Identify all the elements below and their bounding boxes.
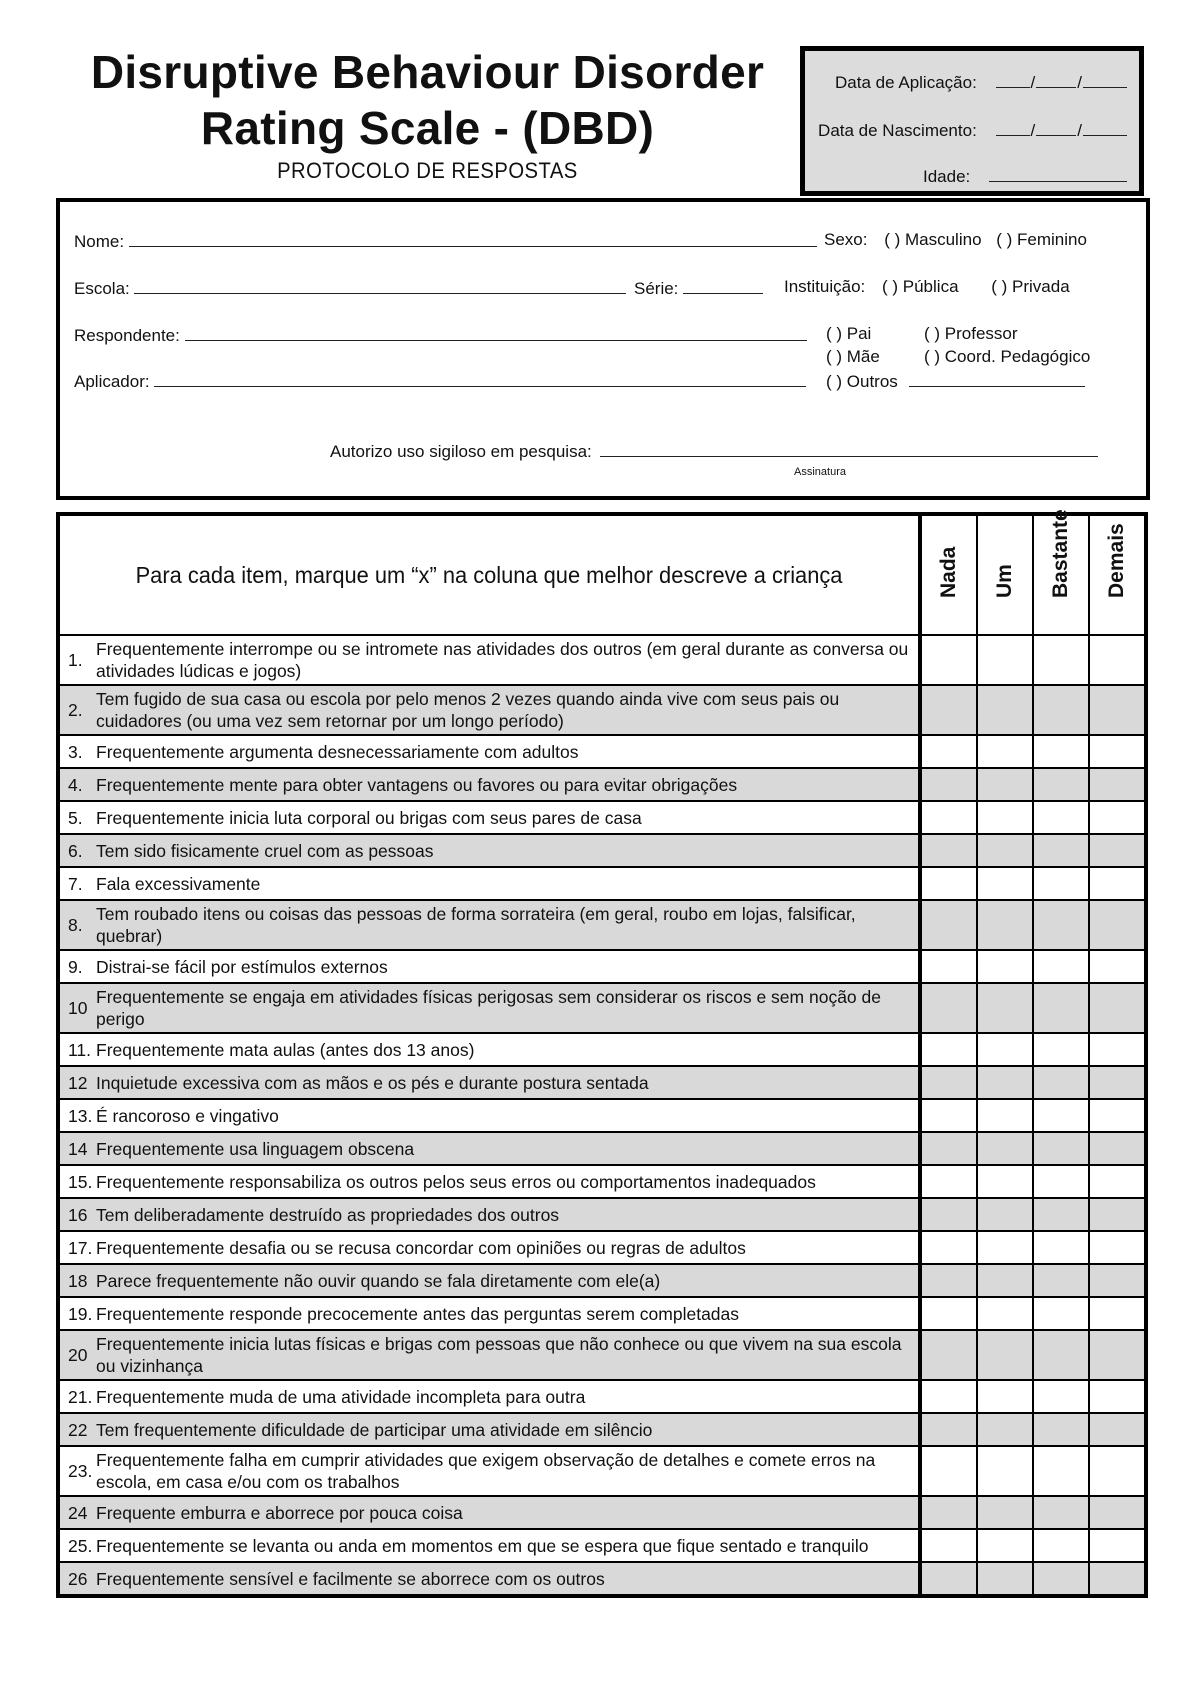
applicator-label: Aplicador: [74, 372, 150, 391]
age-field[interactable] [989, 167, 1127, 187]
rating-cell-um[interactable] [977, 1231, 1033, 1264]
item-text: Frequentemente responsabiliza os outros pelos seus erros ou comportamentos inadequados [96, 1171, 816, 1192]
rating-cell-um[interactable] [977, 801, 1033, 834]
item-cell [58, 867, 920, 900]
rating-cell-um[interactable] [977, 1165, 1033, 1198]
item-number: 15. [68, 1171, 93, 1192]
table-row [58, 867, 1146, 900]
institution-label: Instituição: [784, 277, 866, 296]
column-label-um: Um [993, 564, 1016, 598]
grade-label: Série: [634, 279, 679, 298]
item-text: Fala excessivamente [96, 873, 261, 894]
rating-cell-nada[interactable] [920, 635, 977, 685]
table-instruction: Para cada item, marque um “x” na coluna que melhor descreve a criança [135, 561, 843, 588]
item-number: 19. [68, 1303, 93, 1324]
birth-date-row [818, 121, 1127, 141]
rating-cell-nada[interactable] [920, 735, 977, 768]
rating-cell-demais[interactable] [1089, 900, 1146, 950]
column-header-bastante [1033, 509, 1089, 635]
table-row [58, 685, 1146, 735]
table-instruction-header [58, 514, 920, 635]
respondent-others-field[interactable] [909, 370, 1085, 387]
respondent-mother-option[interactable]: ( ) Mãe [826, 347, 880, 366]
rating-cell-bastante[interactable] [1033, 735, 1089, 768]
form-title-line-1: Disruptive Behaviour Disorder [90, 46, 765, 98]
rating-cell-nada[interactable] [920, 1033, 977, 1066]
rating-cell-um[interactable] [977, 735, 1033, 768]
item-cell [58, 768, 920, 801]
table-row [58, 1562, 1146, 1596]
rating-cell-nada[interactable] [920, 867, 977, 900]
item-cell [58, 950, 920, 983]
rating-cell-um[interactable] [977, 1562, 1033, 1596]
rating-cell-bastante[interactable] [1033, 1165, 1089, 1198]
table-row [58, 1496, 1146, 1529]
table-row [58, 1099, 1146, 1132]
item-text: Frequentemente se engaja em atividades físicas perigosas sem considerar os riscos e sem noção de perigo [96, 987, 881, 1029]
rating-cell-demais[interactable] [1089, 1330, 1146, 1380]
applicator-field[interactable] [154, 370, 806, 387]
respondent-teacher-option[interactable]: ( ) Professor [924, 324, 1018, 343]
item-text: Frequente emburra e aborrece por pouca coisa [96, 1502, 463, 1523]
item-text: Frequentemente usa linguagem obscena [96, 1138, 415, 1159]
table-row [58, 1297, 1146, 1330]
item-text: Tem deliberadamente destruído as propriedades dos outros [96, 1204, 560, 1225]
rating-cell-nada[interactable] [920, 685, 977, 735]
item-cell [58, 1198, 920, 1231]
item-cell [58, 1380, 920, 1413]
item-text: Frequentemente inicia lutas físicas e brigas com pessoas que não conhece ou que vivem na sua escola ou vizinhança [96, 1334, 902, 1376]
signature-field[interactable] [600, 440, 1098, 457]
table-row [58, 635, 1146, 685]
rating-cell-nada[interactable] [920, 1330, 977, 1380]
rating-cell-nada[interactable] [920, 1132, 977, 1165]
rating-cell-um[interactable] [977, 1297, 1033, 1330]
item-cell [58, 1165, 920, 1198]
rating-cell-um[interactable] [977, 768, 1033, 801]
item-cell [58, 1562, 920, 1596]
rating-cell-bastante[interactable] [1033, 900, 1089, 950]
rating-cell-nada[interactable] [920, 1496, 977, 1529]
item-number: 8. [68, 915, 83, 935]
table-row [58, 1231, 1146, 1264]
item-text: Frequentemente mente para obter vantagens ou favores ou para evitar obrigações [96, 774, 738, 795]
column-header-nada [920, 514, 977, 635]
name-field[interactable] [129, 230, 817, 247]
item-cell [58, 1231, 920, 1264]
table-row [58, 735, 1146, 768]
table-row [58, 1264, 1146, 1297]
rating-cell-um[interactable] [977, 635, 1033, 685]
item-cell [58, 983, 920, 1033]
respondent-father-option[interactable]: ( ) Pai [826, 324, 872, 343]
form-title-block [60, 44, 795, 184]
rating-cell-bastante[interactable] [1033, 1132, 1089, 1165]
rating-cell-um[interactable] [977, 950, 1033, 983]
rating-cell-bastante[interactable] [1033, 1446, 1089, 1496]
item-number: 7. [68, 873, 83, 894]
sex-male-option[interactable]: ( ) Masculino [884, 230, 982, 249]
rating-cell-bastante[interactable] [1033, 1033, 1089, 1066]
school-field[interactable] [134, 277, 626, 294]
item-number: 18 [68, 1270, 88, 1291]
rating-cell-nada[interactable] [920, 1264, 977, 1297]
rating-cell-nada[interactable] [920, 1380, 977, 1413]
rating-cell-bastante[interactable] [1033, 1496, 1089, 1529]
grade-field[interactable] [683, 277, 763, 294]
item-number: 16 [68, 1204, 88, 1225]
table-row [58, 950, 1146, 983]
item-number: 17. [68, 1237, 93, 1258]
rating-cell-demais[interactable] [1089, 834, 1146, 867]
rating-cell-um[interactable] [977, 834, 1033, 867]
item-number: 26 [68, 1568, 88, 1589]
item-cell [58, 1132, 920, 1165]
table-row [58, 768, 1146, 801]
name-label: Nome: [74, 232, 125, 251]
rating-cell-demais[interactable] [1089, 1446, 1146, 1496]
rating-cell-bastante[interactable] [1033, 1529, 1089, 1562]
item-number: 10 [68, 998, 88, 1018]
item-number: 11. [68, 1039, 92, 1060]
column-header-um [977, 514, 1033, 635]
age-row [923, 167, 1127, 187]
rating-cell-um[interactable] [977, 1198, 1033, 1231]
item-number: 22 [68, 1419, 88, 1440]
rating-cell-nada[interactable] [920, 1099, 977, 1132]
table-row [58, 801, 1146, 834]
form-subtitle: PROTOCOLO DE RESPOSTAS [277, 158, 578, 183]
item-text: Tem frequentemente dificuldade de participar uma atividade em silêncio [96, 1419, 653, 1440]
column-header-demais [1089, 514, 1146, 635]
item-number: 3. [68, 741, 83, 762]
rating-cell-demais[interactable] [1089, 1562, 1146, 1596]
application-date-field[interactable]: / / [996, 73, 1127, 93]
rating-cell-demais[interactable] [1089, 950, 1146, 983]
date-box [800, 46, 1144, 196]
item-cell [58, 1099, 920, 1132]
rating-cell-bastante[interactable] [1033, 1297, 1089, 1330]
respondent-others-option[interactable]: ( ) Outros [826, 372, 898, 391]
column-label-demais: Demais [1105, 523, 1128, 598]
item-text: Distrai-se fácil por estímulos externos [96, 956, 388, 977]
item-text: Frequentemente se levanta ou anda em momentos em que se espera que fique sentado e tranquilo [96, 1535, 869, 1556]
item-number: 5. [68, 807, 83, 828]
rating-cell-demais[interactable] [1089, 1198, 1146, 1231]
item-cell [58, 1297, 920, 1330]
rating-cell-bastante[interactable] [1033, 834, 1089, 867]
consent-label: Autorizo uso sigiloso em pesquisa: [330, 442, 592, 461]
rating-cell-um[interactable] [977, 900, 1033, 950]
item-cell [58, 1033, 920, 1066]
rating-cell-bastante[interactable] [1033, 1330, 1089, 1380]
item-cell [58, 685, 920, 735]
item-cell [58, 834, 920, 867]
item-text: Inquietude excessiva com as mãos e os pés e durante postura sentada [96, 1072, 649, 1093]
sex-female-option[interactable]: ( ) Feminino [996, 230, 1087, 249]
rating-cell-demais[interactable] [1089, 801, 1146, 834]
rating-cell-bastante[interactable] [1033, 1562, 1089, 1596]
rating-cell-nada[interactable] [920, 950, 977, 983]
rating-cell-demais[interactable] [1089, 1264, 1146, 1297]
column-label-nada: Nada [937, 546, 960, 598]
rating-cell-nada[interactable] [920, 1446, 977, 1496]
rating-cell-um[interactable] [977, 1330, 1033, 1380]
item-cell [58, 1446, 920, 1496]
respondent-label: Respondente: [74, 326, 180, 345]
rating-cell-nada[interactable] [920, 1231, 977, 1264]
item-text: Frequentemente interrompe ou se intromete nas atividades dos outros (em geral durante as conversa ou atividades lúdicas e jogos) [96, 639, 909, 681]
item-text: Frequentemente responde precocemente antes das perguntas serem completadas [96, 1303, 740, 1324]
item-text: Frequentemente mata aulas (antes dos 13 anos) [96, 1039, 475, 1060]
item-number: 9. [68, 956, 83, 977]
item-cell [58, 1496, 920, 1529]
rating-cell-um[interactable] [977, 867, 1033, 900]
respondent-field[interactable] [185, 324, 807, 341]
table-row [58, 1033, 1146, 1066]
institution-public-option[interactable]: ( ) Pública [882, 277, 959, 296]
age-label: Idade: [923, 167, 971, 186]
table-row [58, 1066, 1146, 1099]
rating-cell-nada[interactable] [920, 1529, 977, 1562]
rating-table [56, 509, 1148, 1598]
rating-cell-bastante[interactable] [1033, 1380, 1089, 1413]
rating-cell-nada[interactable] [920, 801, 977, 834]
rating-cell-nada[interactable] [920, 983, 977, 1033]
table-row [58, 834, 1146, 867]
rating-cell-um[interactable] [977, 1132, 1033, 1165]
rating-cell-bastante[interactable] [1033, 983, 1089, 1033]
rating-cell-um[interactable] [977, 1033, 1033, 1066]
item-cell [58, 801, 920, 834]
rating-cell-bastante[interactable] [1033, 867, 1089, 900]
rating-cell-demais[interactable] [1089, 1297, 1146, 1330]
item-cell [58, 1330, 920, 1380]
item-text: Tem sido fisicamente cruel com as pessoas [96, 840, 434, 861]
item-text: Tem roubado itens ou coisas das pessoas de forma sorrateira (em geral, roubo em lojas, falsificar, quebrar) [96, 904, 856, 946]
item-cell [58, 900, 920, 950]
table-row [58, 1165, 1146, 1198]
rating-cell-um[interactable] [977, 685, 1033, 735]
rating-cell-bastante[interactable] [1033, 635, 1089, 685]
table-row [58, 1380, 1146, 1413]
rating-cell-um[interactable] [977, 1066, 1033, 1099]
rating-cell-um[interactable] [977, 1496, 1033, 1529]
table-row [58, 1198, 1146, 1231]
rating-cell-nada[interactable] [920, 834, 977, 867]
item-text: Frequentemente falha em cumprir atividades que exigem observação de detalhes e comete erros na escola, em casa e/ou com os trabalhos [96, 1450, 876, 1492]
item-text: É rancoroso e vingativo [96, 1105, 279, 1126]
rating-cell-demais[interactable] [1089, 1099, 1146, 1132]
item-number: 25. [68, 1535, 93, 1556]
table-row [58, 900, 1146, 950]
table-row [58, 1330, 1146, 1380]
table-row [58, 983, 1146, 1033]
rating-cell-bastante[interactable] [1033, 950, 1089, 983]
item-cell [58, 1264, 920, 1297]
rating-cell-demais[interactable] [1089, 1529, 1146, 1562]
birth-date-label: Data de Nascimento: [818, 121, 977, 140]
table-row [58, 1132, 1146, 1165]
rating-cell-nada[interactable] [920, 1413, 977, 1446]
rating-cell-bastante[interactable] [1033, 768, 1089, 801]
rating-cell-demais[interactable] [1089, 735, 1146, 768]
item-cell [58, 1413, 920, 1446]
item-number: 6. [68, 840, 83, 861]
rating-cell-demais[interactable] [1089, 685, 1146, 735]
rating-cell-bastante[interactable] [1033, 801, 1089, 834]
signature-caption: Assinatura [794, 466, 846, 478]
rating-cell-bastante[interactable] [1033, 1099, 1089, 1132]
item-number: 1. [68, 650, 83, 670]
table-row [58, 1529, 1146, 1562]
item-text: Frequentemente desafia ou se recusa concordar com opiniões ou regras de adultos [96, 1237, 746, 1258]
rating-cell-bastante[interactable] [1033, 685, 1089, 735]
rating-cell-demais[interactable] [1089, 768, 1146, 801]
item-cell [58, 735, 920, 768]
rating-cell-nada[interactable] [920, 1066, 977, 1099]
item-number: 13. [68, 1105, 93, 1126]
rating-cell-nada[interactable] [920, 900, 977, 950]
sex-label: Sexo: [824, 230, 868, 249]
birth-date-field[interactable]: / / [996, 121, 1127, 141]
item-number: 20 [68, 1345, 88, 1365]
item-text: Frequentemente sensível e facilmente se aborrece com os outros [96, 1568, 605, 1589]
item-number: 23. [68, 1461, 93, 1481]
rating-cell-um[interactable] [977, 1446, 1033, 1496]
respondent-info-box [56, 198, 1150, 500]
rating-cell-um[interactable] [977, 1413, 1033, 1446]
rating-cell-um[interactable] [977, 983, 1033, 1033]
rating-cell-nada[interactable] [920, 1198, 977, 1231]
item-text: Frequentemente argumenta desnecessariamente com adultos [96, 741, 579, 762]
form-title-line-2: Rating Scale - (DBD) [200, 102, 655, 154]
item-number: 2. [68, 700, 83, 720]
rating-cell-bastante[interactable] [1033, 1231, 1089, 1264]
rating-cell-demais[interactable] [1089, 1496, 1146, 1529]
table-row [58, 1413, 1146, 1446]
item-number: 21. [68, 1386, 93, 1407]
item-cell [58, 1529, 920, 1562]
rating-cell-nada[interactable] [920, 1165, 977, 1198]
respondent-coordinator-option[interactable]: ( ) Coord. Pedagógico [924, 347, 1091, 366]
item-cell [58, 1066, 920, 1099]
item-cell [58, 635, 920, 685]
item-number: 24 [68, 1502, 88, 1523]
rating-cell-nada[interactable] [920, 1297, 977, 1330]
item-number: 4. [68, 774, 83, 795]
application-date-label: Data de Aplicação: [835, 73, 977, 92]
column-label-bastante: Bastante [1049, 509, 1072, 598]
rating-cell-demais[interactable] [1089, 635, 1146, 685]
rating-cell-demais[interactable] [1089, 983, 1146, 1033]
rating-cell-demais[interactable] [1089, 1132, 1146, 1165]
rating-cell-demais[interactable] [1089, 1165, 1146, 1198]
rating-cell-bastante[interactable] [1033, 1066, 1089, 1099]
rating-cell-bastante[interactable] [1033, 1264, 1089, 1297]
rating-cell-bastante[interactable] [1033, 1198, 1089, 1231]
rating-cell-um[interactable] [977, 1099, 1033, 1132]
item-number: 12 [68, 1072, 88, 1093]
item-number: 14 [68, 1138, 88, 1159]
rating-cell-nada[interactable] [920, 768, 977, 801]
item-text: Parece frequentemente não ouvir quando se fala diretamente com ele(a) [96, 1270, 661, 1291]
rating-cell-demais[interactable] [1089, 1066, 1146, 1099]
table-row [58, 1446, 1146, 1496]
rating-cell-bastante[interactable] [1033, 1413, 1089, 1446]
rating-cell-demais[interactable] [1089, 1231, 1146, 1264]
rating-cell-um[interactable] [977, 1380, 1033, 1413]
rating-cell-nada[interactable] [920, 1562, 977, 1596]
institution-private-option[interactable]: ( ) Privada [991, 277, 1070, 296]
rating-cell-um[interactable] [977, 1529, 1033, 1562]
application-date-row [835, 73, 1127, 93]
rating-cell-um[interactable] [977, 1264, 1033, 1297]
rating-cell-demais[interactable] [1089, 1413, 1146, 1446]
rating-cell-demais[interactable] [1089, 1380, 1146, 1413]
item-text: Tem fugido de sua casa ou escola por pelo menos 2 vezes quando ainda vive com seus pais ou cuidadores (ou uma vez sem retornar por um longo período) [96, 689, 840, 731]
item-text: Frequentemente muda de uma atividade incompleta para outra [96, 1386, 586, 1407]
school-label: Escola: [74, 279, 130, 298]
rating-cell-demais[interactable] [1089, 1033, 1146, 1066]
item-text: Frequentemente inicia luta corporal ou brigas com seus pares de casa [96, 807, 642, 828]
rating-cell-demais[interactable] [1089, 867, 1146, 900]
